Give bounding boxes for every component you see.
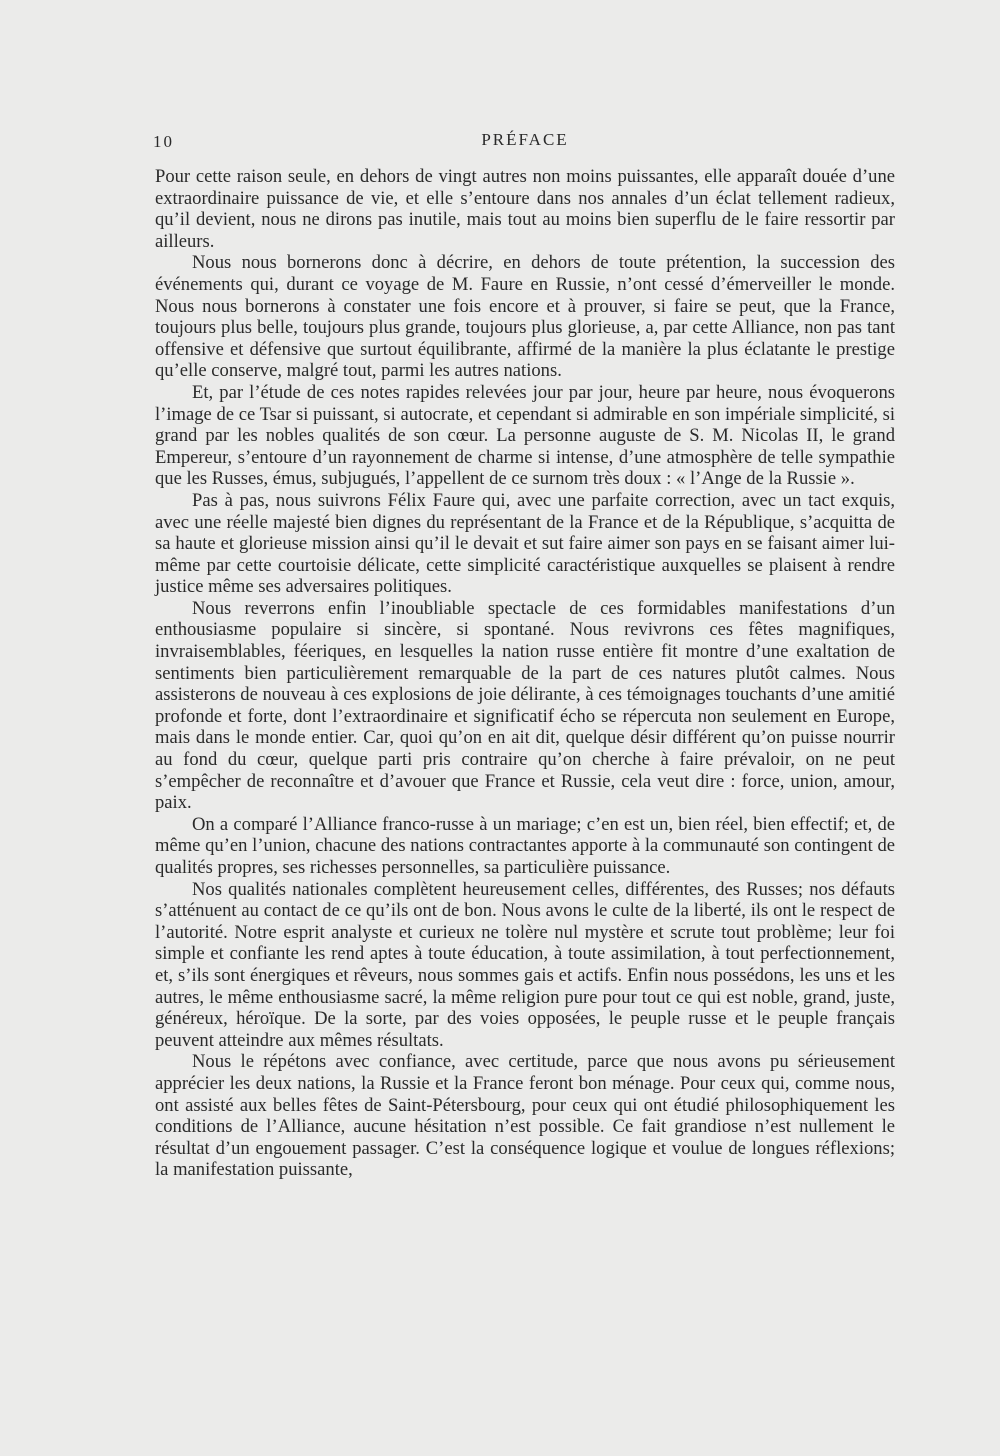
paragraph: Nous le répétons avec confiance, avec certitude, parce que nous avons pu sérieusement apprécier les deux nations, la Russie et la France feront bon ménage. Pour ceux qui, comme nous, ont assisté aux belles fêtes de Saint-Pétersbourg, pour ceux qui ont étudié philosophiquement les conditions de l’Alliance, aucune hésitation n’est possible. Ce fait grandiose n’est nullement le résultat d’un engouement passager. C’est la conséquence logique et voulue de longues réflexions; la manifestation puissante, bbox=[155, 1051, 895, 1181]
paragraph: Nous reverrons enfin l’inoubliable spectacle de ces formidables manifestations d’un enthousiasme populaire si sincère, si spontané. Nous revivrons ces fêtes magnifiques, invraisemblables, féeriques, en lesquelles la nation russe entière fit montre d’une exaltation de sentiments bien particulièrement remarquable de la part de ces natures plutôt calmes. Nous assisterons de nouveau à ces explosions de joie délirante, à ces témoignages touchants d’une amitié profonde et forte, dont l’extraordinaire et significatif écho se répercuta non seulement en Europe, mais dans le monde entier. Car, quoi qu’on en ait dit, quelque désir différent qu’on puisse nourrir au fond du cœur, quelque parti pris contraire qu’on cherche à faire prévaloir, on ne peut s’empêcher de reconnaître et d’avouer que France et Russie, cela veut dire : force, union, amour, paix. bbox=[155, 597, 895, 814]
body-text bbox=[155, 166, 895, 1181]
running-title: PRÉFACE bbox=[481, 130, 569, 149]
paragraph: Pour cette raison seule, en dehors de vingt autres non moins puissantes, elle apparaît douée d’une extraordinaire puissance de vie, et elle s’entoure dans nos annales d’un éclat tellement radieux, qu’il devient, nous ne dirons pas inutile, mais tout au moins bien superflu de le faire ressortir par ailleurs. bbox=[155, 166, 895, 252]
paragraph: On a comparé l’Alliance franco-russe à un mariage; c’en est un, bien réel, bien effectif; et, de même qu’en l’union, chacune des nations contractantes apporte à la communauté son contingent de qualités propres, ses richesses personnelles, sa particulière puissance. bbox=[155, 813, 895, 878]
page-number: 10 bbox=[153, 132, 174, 151]
page-header bbox=[153, 128, 897, 156]
paragraph: Et, par l’étude de ces notes rapides relevées jour par jour, heure par heure, nous évoquerons l’image de ce Tsar si puissant, si autocrate, et cependant si admirable en son impériale simplicité, si grand par les nobles qualités de son cœur. La personne auguste de S. M. Nicolas II, le grand Empereur, s’entoure d’un rayonnement de charme si intense, d’une atmosphère de telle sympathie que les Russes, émus, subjugués, l’appellent de ce surnom très doux : « l’Ange de la Russie ». bbox=[155, 381, 895, 490]
paragraph: Pas à pas, nous suivrons Félix Faure qui, avec une parfaite correction, avec un tact exquis, avec une réelle majesté bien dignes du représentant de la France et de la République, s’acquitta de sa haute et glorieuse mission ainsi qu’il le devait et sut faire aimer son pays en se faisant aimer lui-même par cette courtoisie délicate, cette simplicité caractéristique auxquelles se plaisent à rendre justice même ses adversaires politiques. bbox=[155, 489, 895, 598]
paragraph: Nous nous bornerons donc à décrire, en dehors de toute prétention, la succession des événements qui, durant ce voyage de M. Faure en Russie, n’ont cessé d’émerveiller le monde. Nous nous bornerons à constater une fois encore et à prouver, si faire se peut, que la France, toujours plus belle, toujours plus grande, toujours plus glorieuse, a, par cette Alliance, non pas tant offensive et défensive que surtout équilibrante, affirmé de la manière la plus éclatante le prestige qu’elle conserve, malgré tout, parmi les autres nations. bbox=[155, 252, 895, 382]
paragraph: Nos qualités nationales complètent heureusement celles, différentes, des Russes; nos défauts s’atténuent au contact de ce qu’ils ont de bon. Nous avons le culte de la liberté, ils ont le respect de l’autorité. Notre esprit analyste et curieux ne tolère nul mystère et scrute tout problème; leur foi simple et confiante les rend aptes à toute éducation, à toute assimilation, à tout perfectionnement, et, s’ils sont énergiques et rêveurs, nous sommes gais et actifs. Enfin nous possédons, les uns et les autres, le même enthousiasme sacré, la même religion pure pour tout ce qui est noble, grand, juste, généreux, héroïque. De la sorte, par des voies opposées, le peuple russe et le peuple français peuvent atteindre aux mêmes résultats. bbox=[155, 878, 895, 1051]
